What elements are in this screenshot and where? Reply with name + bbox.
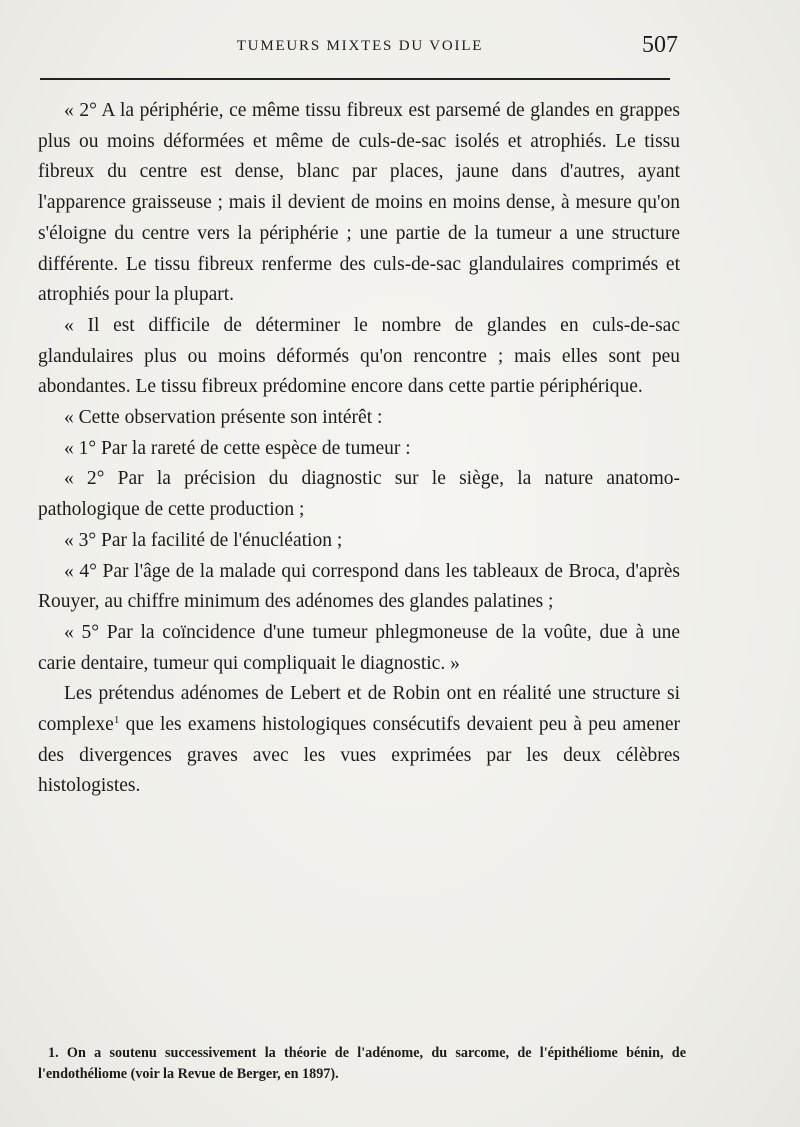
header-rule	[40, 78, 670, 80]
page-header	[40, 30, 680, 66]
footnote-ref: 1	[113, 714, 120, 727]
paragraph-last	[38, 679, 680, 802]
paragraph: « Il est difficile de déterminer le nombre de glandes en culs-de-sac glandulaires plus ou moins déformés qu'on rencontre ; mais elles sont peu abondantes. Le tissu fibreux prédomine encore dans cette partie périphérique.	[38, 314, 680, 398]
paragraph: « Cette observation présente son intérêt :	[64, 407, 383, 429]
body-text	[38, 96, 680, 802]
paragraph: « 4° Par l'âge de la malade qui correspond dans les tableaux de Broca, d'après Rouyer, au chiffre minimum des adénomes des glandes palatines ;	[38, 560, 680, 613]
text-span: que les examens histologiques consécutifs devaient peu à peu amener des divergences graves avec les vues exprimées par les deux célèbres histologistes.	[38, 714, 680, 797]
paragraph: « 5° Par la coïncidence d'une tumeur phlegmoneuse de la voûte, due à une carie dentaire, tumeur qui compliquait le diagnostic. »	[38, 621, 680, 674]
footnotes	[38, 1043, 686, 1085]
paragraph: « 3° Par la facilité de l'énucléation ;	[64, 529, 343, 551]
paragraph: « 2° A la périphérie, ce même tissu fibreux est parsemé de glandes en grappes plus ou moins déformées et même de culs-de-sac isolés et atrophiés. Le tissu fibreux du centre est dense, blanc par places, jaune dans d'autres, ayant l'apparence graisseuse ; mais il devient de moins en moins dense, à mesure qu'on s'éloigne du centre vers la périphérie ; une partie de la tumeur a une structure différente. Le tissu fibreux renferme des culs-de-sac glandulaires comprimés et atrophiés pour la plupart.	[38, 100, 680, 306]
page-number: 507	[642, 32, 678, 58]
paragraph: « 2° Par la précision du diagnostic sur le siège, la nature anatomo-pathologique de cette production ;	[38, 468, 680, 521]
paragraph: « 1° Par la rareté de cette espèce de tumeur :	[64, 437, 411, 459]
text-span: Les prétendus adénomes de Lebert et de Robin ont en réalité une structure si complexe	[38, 683, 680, 736]
footnote: 1. On a soutenu successivement la théorie de l'adénome, du sarcome, de l'épithéliome bénin, de l'endothéliome (voir la Revue de Berger, en 1897).	[38, 1045, 686, 1082]
running-title: TUMEURS MIXTES DU VOILE	[236, 38, 484, 54]
